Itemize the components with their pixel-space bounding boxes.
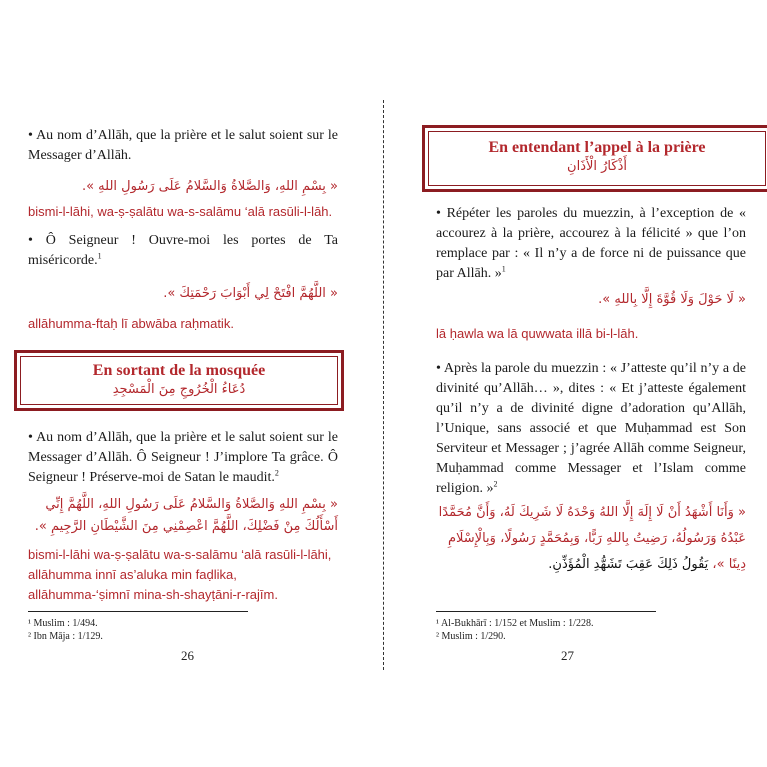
footnote-1: ¹ Al-Bukhārī : 1/152 et Muslim : 1/228. [436,618,594,629]
paragraph-repeat-muezzin [436,204,746,284]
section-title-ar: أَذْكَارُ الْأَذَانِ [567,159,627,174]
section-title-fr: En sortant de la mosquée [92,362,266,379]
page-number: 26 [181,648,194,663]
section-title-inner [428,131,766,186]
footnote-rule [436,611,656,612]
footnote-rule [28,611,248,612]
paragraph-repeat-muezzin-text: • Répéter les paroles du muezzin, à l’exception de « accourez à la prière, accourez à la félicité » que l’on remplace par : « Il n’y a de force ni de puissance que par Allāh. » [436,206,746,281]
arabic-shahada-text: « وَأَنَا أَشْهَدُ أَنْ لَا إِلَهَ إِلَّا اللهُ وَحْدَهُ لَا شَرِيكَ لَهُ، وَأَنَّ مُحَمَّدًا عَبْدُهُ وَرَسُولُهُ، رَضِيتُ بِاللهِ رَبًّا، وَبِمُحَمَّدٍ رَسُولًا، وَبِالْإِسْلَامِ دِينًا »، [438,505,746,572]
arabic-leaving-mosque: « بِسْمِ اللهِ وَالصَّلاةُ وَالسَّلامُ عَلَى رَسُولِ اللهِ، اللَّهُمَّ إِنِّي أَسْأَلُكَ مِنْ فَضْلِكَ، اللَّهُمَّ اعْصِمْنِي مِنَ الشَّيْطَانِ الرَّجِيمِ ». [34,497,338,534]
paragraph-leaving-mosque [28,428,338,488]
arabic-entering-basmala: « بِسْمِ اللهِ، وَالصَّلاةُ وَالسَّلامُ عَلَى رَسُولِ اللهِ ». [81,179,338,194]
paragraph-after-shahada [436,359,746,499]
paragraph-open-doors-text: • Ô Seigneur ! Ouvre-moi les portes de Ta miséricorde. [28,233,338,268]
section-title-ar: دُعَاءُ الْخُرُوجِ مِنَ الْمَسْجِدِ [112,382,246,397]
transliteration-entering-basmala: bismi-l-lāhi, wa-ṣ-ṣalātu wa-s-salāmu ‘alā rasūli-l-lāh. [28,204,333,219]
footnote-1: ¹ Muslim : 1/494. [28,618,98,629]
paragraph-entering-basmala: • Au nom d’Allāh, que la prière et le salut soient sur le Messager d’Allāh. [28,128,338,163]
footnote-ref-1: 1 [501,264,506,274]
arabic-la-hawla: « لَا حَوْلَ وَلَا قُوَّةَ إِلَّا بِاللهِ ». [598,292,746,307]
right-page [384,0,767,767]
transliteration-la-hawla: lā ḥawla wa lā quwwata illā bi-l-lāh. [436,326,639,341]
transliteration-leaving-mosque: bismi-l-lāhi wa-ṣ-ṣalātu wa-s-salāmu ‘alā rasūli-l-lāhi, allāhumma innī as’aluka min faḍlika, allāhumma-‘ṣimnī mina-sh-shayṭāni-r-rajīm. [28,547,332,602]
arabic-shahada [436,500,746,578]
section-title-inner [20,356,338,405]
footnote-2: ² Ibn Māja : 1/129. [28,631,103,642]
section-title-call-to-prayer [422,125,767,192]
arabic-shahada-note: يَقُولُ ذَلِكَ عَقِبَ تَشَهُّدِ الْمُؤَذِّنِ. [548,557,709,572]
left-page [0,0,383,767]
arabic-open-doors: « اللَّهُمَّ افْتَحْ لِي أَبْوَابَ رَحْمَتِكَ ». [163,286,338,301]
paragraph-leaving-mosque-text: • Au nom d’Allāh, que la prière et le salut soient sur le Messager d’Allāh. Ô Seigneur ! J’implore Ta grâce. Ô Seigneur ! Préserve-moi de Satan le maudit. [28,430,338,485]
paragraph-after-shahada-text: • Après la parole du muezzin : « J’atteste qu’il n’y a de divinité qu’Allāh… », dites : « Et j’atteste également qu’il n’y a de divinité digne d’adoration qu’Allāh, l’Unique, sans associé et que Muḥammad est Son Serviteur et Messager ; j’agrée Allāh comme Seigneur, Muḥammad comme Messager et l’Islam comme religion. » [436,361,746,496]
footnote-2: ² Muslim : 1/290. [436,631,506,642]
page-number: 27 [561,648,574,663]
transliteration-open-doors: allāhumma-ftaḥ lī abwāba raḥmatik. [28,316,234,331]
footnote-ref-1: 1 [97,251,102,261]
footnote-ref-2: 2 [493,479,498,489]
section-title-leaving-mosque [14,350,344,411]
footnote-ref-2: 2 [274,468,279,478]
paragraph-open-doors [28,231,338,271]
section-title-fr: En entendant l’appel à la prière [488,139,706,156]
